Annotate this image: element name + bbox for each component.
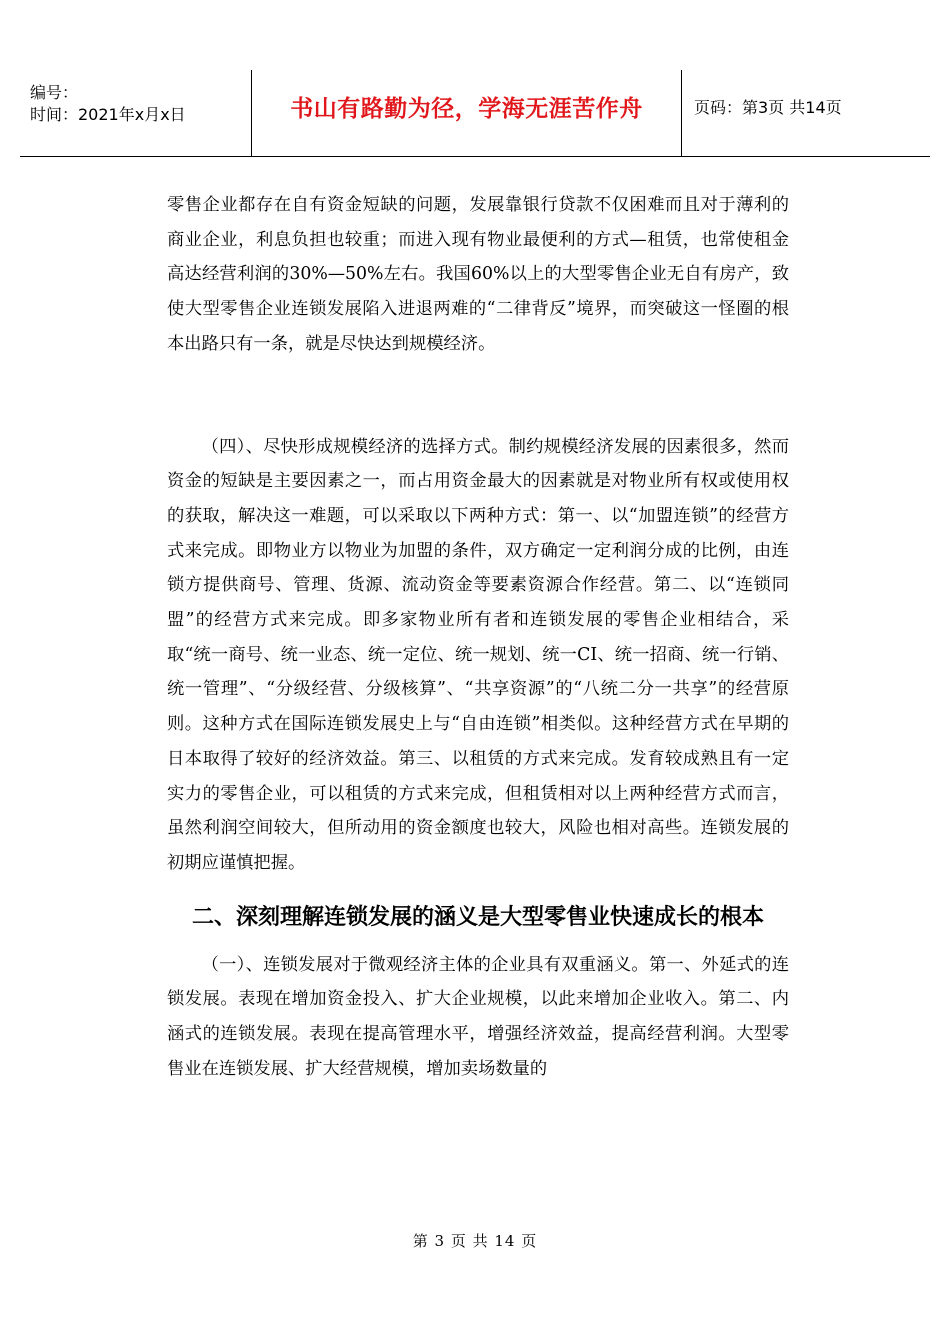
document-number-label: 编号： [30, 83, 79, 102]
paragraph-1: 零售企业都存在自有资金短缺的问题，发展靠银行贷款不仅困难而且对于薄利的商业企业，利息负担也较重；而进入现有物业最便利的方式—租赁，也常使租金高达经营利润的30%—50%左右。我国60%以上的大型零售企业无自有房产，致使大型零售企业连锁发展陷入进退两难的“二律背反”境界，而突破这一怪圈的根本出路只有一条，就是尽快达到规模经济。 [167, 195, 789, 354]
header-page-info: 页码：第3页 共14页 [694, 97, 842, 117]
page-header [20, 70, 930, 157]
page-footer: 第 3 页 共 14 页 [412, 1232, 538, 1250]
section-heading: 二、深刻理解连锁发展的涵义是大型零售业快速成长的根本 [191, 904, 764, 930]
document-time-label: 时间：2021年x月x日 [30, 105, 186, 124]
document-body [167, 188, 789, 1086]
paragraph-3: （一）、连锁发展对于微观经济主体的企业具有双重涵义。第一、外延式的连锁发展。表现在增加资金投入、扩大企业规模，以此来增加企业收入。第二、内涵式的连锁发展。表现在提高管理水平，增强经济效益，提高经营利润。大型零售业在连锁发展、扩大经营规模，增加卖场数量的 [167, 954, 789, 1079]
header-motto: 书山有路勤为径，学海无涯苦作舟 [252, 70, 682, 156]
header-meta [20, 70, 252, 156]
paragraph-2: （四）、尽快形成规模经济的选择方式。制约规模经济发展的因素很多，然而资金的短缺是主要因素之一，而占用资金最大的因素就是对物业所有权或使用权的获取，解决这一难题，可以采取以下两种方式：第一、以“加盟连锁”的经营方式来完成。即物业方以物业为加盟的条件，双方确定一定利润分成的比例，由连锁方提供商号、管理、货源、流动资金等要素资源合作经营。第二、以“连锁同盟”的经营方式来完成。即多家物业所有者和连锁发展的零售企业相结合，采取“统一商号、统一业态、统一定位、统一规划、统一CI、统一招商、统一行销、统一管理”、“分级经营、分级核算”、“共享资源”的“八统二分一共享”的经营原则。这种方式在国际连锁发展史上与“自由连锁”相类似。这种经营方式在早期的日本取得了较好的经济效益。第三、以租赁的方式来完成。发育较成熟且有一定实力的零售企业，可以租赁的方式来完成，但租赁相对以上两种经营方式而言，虽然利润空间较大，但所动用的资金额度也较大，风险也相对高些。连锁发展的初期应谨慎把握。 [167, 436, 789, 873]
